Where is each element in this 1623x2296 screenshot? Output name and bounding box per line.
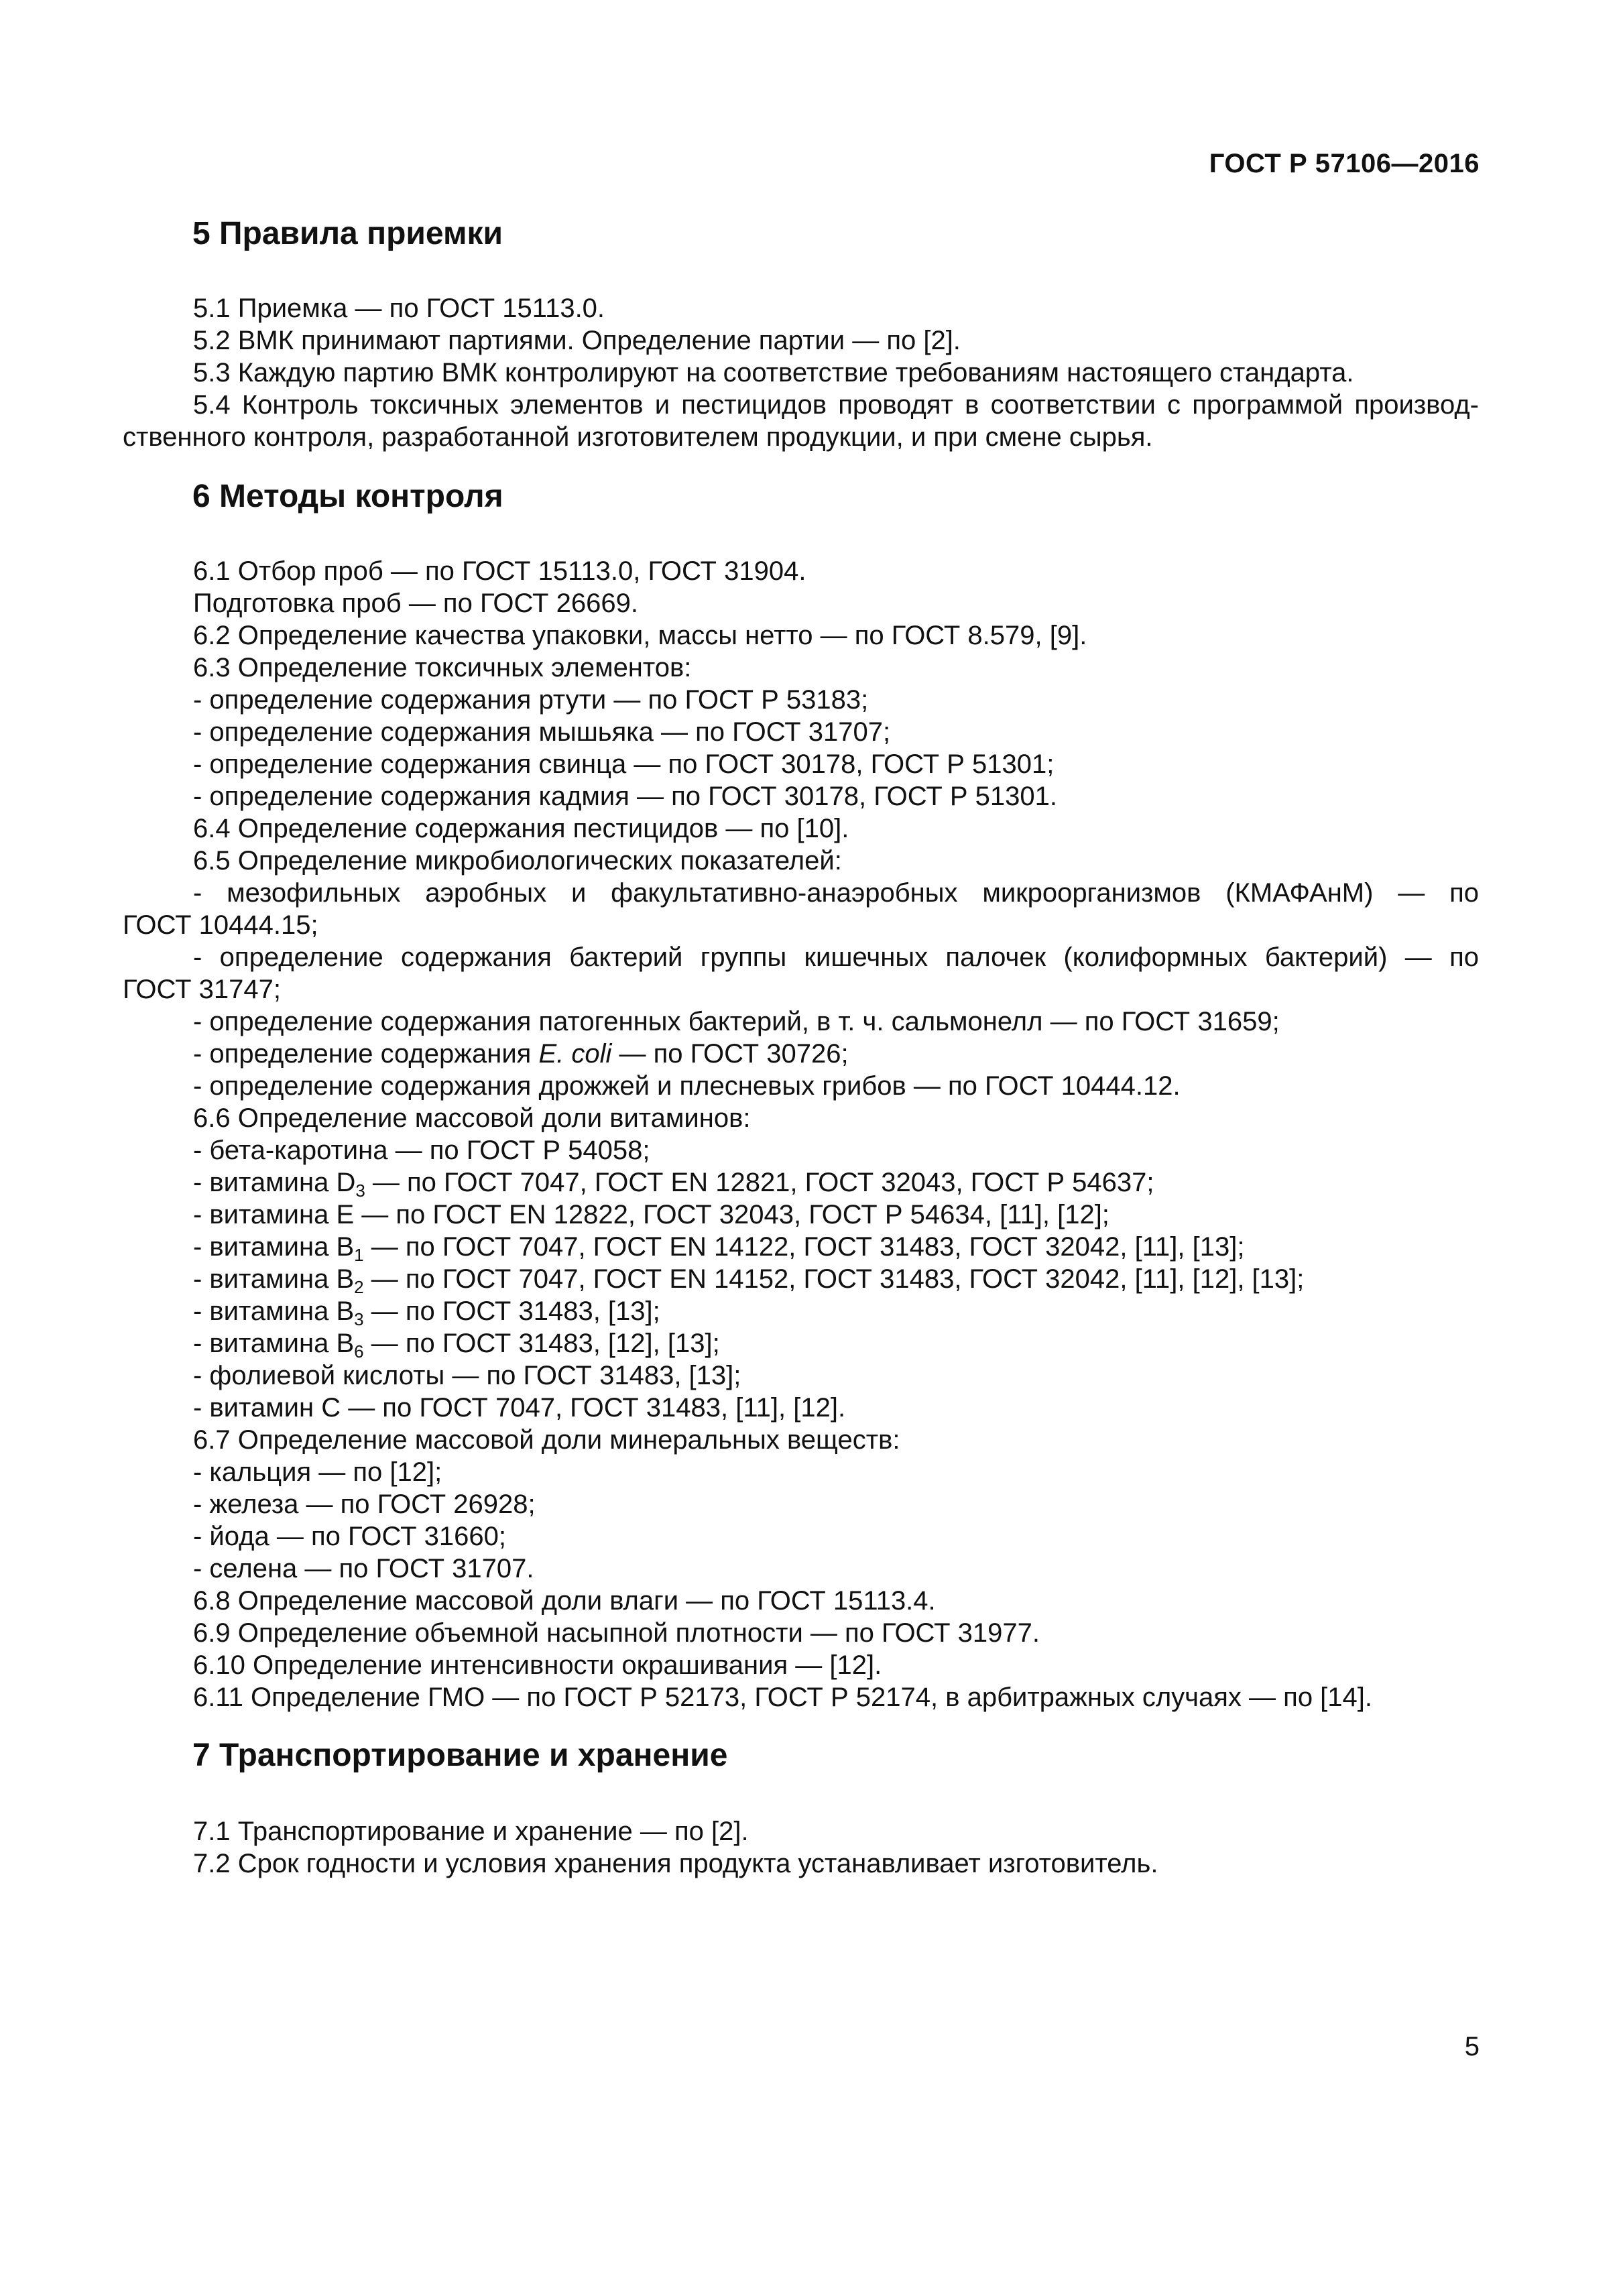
paragraph-line: 5.3 Каждую партию ВМК контролируют на соответствие требованиям настоящего стандарта. <box>193 358 1354 387</box>
paragraph-line: - кальция — по [12]; <box>193 1457 442 1487</box>
paragraph-line: - железа — по ГОСТ 26928; <box>193 1490 536 1519</box>
vitamin-b1-line: - витамина $В_1$ — по ГОСТ 7047, ГОСТ EN 14122, ГОСТ 31483, ГОСТ 32042, [11], [13]; <box>193 1232 1245 1263</box>
vitamin-b3-line: - витамина $В_3$ — по ГОСТ 31483, [13]; <box>193 1296 660 1327</box>
paragraph-line: - йода — по ГОСТ 31660; <box>193 1522 506 1551</box>
document-code: ГОСТ Р 57106—2016 <box>1209 149 1480 178</box>
paragraph-line: - фолиевой кислоты — по ГОСТ 31483, [13]; <box>193 1361 741 1390</box>
section-6-heading: 6 Методы контроля <box>192 479 503 514</box>
paragraph-line: - бета-каротина — по ГОСТ Р 54058; <box>193 1136 650 1165</box>
paragraph-line: - определение содержания бактерий группы кишечных палочек (колиформных бактерий) — по <box>193 943 1479 972</box>
paragraph-line: - определение содержания свинца — по ГОСТ 30178, ГОСТ Р 51301; <box>193 749 1055 779</box>
paragraph-line: 6.2 Определение качества упаковки, массы нетто — по ГОСТ 8.579, [9]. <box>193 621 1087 650</box>
page-body <box>123 210 1479 1880</box>
paragraph-line-ecoli: - определение содержания E. coli — по ГОСТ 30726; <box>193 1039 849 1069</box>
paragraph-line: 5.2 ВМК принимают партиями. Определение партии — по [2]. <box>193 326 961 355</box>
paragraph-line: - мезофильных аэробных и факультативно-анаэробных микроорганизмов (КМАФАнМ) — по <box>193 878 1479 908</box>
vitamin-d3-line: - витамина $D_3$ — по ГОСТ 7047, ГОСТ EN 12821, ГОСТ 32043, ГОСТ Р 54637; <box>193 1168 1154 1199</box>
paragraph-line: 7.1 Транспортирование и хранение — по [2]. <box>193 1817 749 1846</box>
section-5-text <box>123 292 1479 453</box>
paragraph-line: 6.10 Определение интенсивности окрашивания — [12]. <box>193 1650 882 1680</box>
section-7-text <box>123 1815 1479 1880</box>
vitamin-e-line: - витамина Е — по ГОСТ EN 12822, ГОСТ 32043, ГОСТ Р 54634, [11], [12]; <box>193 1200 1109 1229</box>
section-6-text <box>123 555 1479 1713</box>
paragraph-line: 6.11 Определение ГМО — по ГОСТ Р 52173, ГОСТ Р 52174, в арбитражных случаях — по [14]. <box>193 1683 1373 1712</box>
paragraph-line: - селена — по ГОСТ 31707. <box>193 1554 534 1583</box>
page-number: 5 <box>1464 2032 1480 2061</box>
organism-name: E. coli <box>538 1039 612 1069</box>
paragraph-line: 7.2 Срок годности и условия хранения продукта устанавливает изготовитель. <box>193 1849 1158 1878</box>
paragraph-line: - определение содержания патогенных бактерий, в т. ч. сальмонелл — по ГОСТ 31659; <box>193 1007 1280 1036</box>
paragraph-line: ГОСТ 31747; <box>123 975 281 1004</box>
paragraph-line: - витамин С — по ГОСТ 7047, ГОСТ 31483, [11], [12]. <box>193 1393 846 1423</box>
paragraph-line: 6.6 Определение массовой доли витаминов: <box>193 1103 751 1133</box>
paragraph-line: 6.8 Определение массовой доли влаги — по ГОСТ 15113.4. <box>193 1586 936 1616</box>
vitamin-b6-line: - витамина $В_6$ — по ГОСТ 31483, [12], [13]; <box>193 1329 720 1360</box>
paragraph-line: - определение содержания мышьяка — по ГОСТ 31707; <box>193 717 891 747</box>
paragraph-line: 5.1 Приемка — по ГОСТ 15113.0. <box>193 294 605 323</box>
paragraph-line: 6.5 Определение микробиологических показателей: <box>193 846 842 875</box>
paragraph-line: 5.4 Контроль токсичных элементов и пестицидов проводят в соответствии с программой производ- <box>193 390 1479 420</box>
paragraph-line: 6.9 Определение объемной насыпной плотности — по ГОСТ 31977. <box>193 1618 1040 1648</box>
paragraph-line: 6.3 Определение токсичных элементов: <box>193 653 692 682</box>
paragraph-line: - определение содержания кадмия — по ГОСТ 30178, ГОСТ Р 51301. <box>193 782 1058 811</box>
paragraph-line: Подготовка проб — по ГОСТ 26669. <box>193 589 638 618</box>
paragraph-line: ственного контроля, разработанной изготовителем продукции, и при смене сырья. <box>123 422 1153 452</box>
paragraph-line: ГОСТ 10444.15; <box>123 910 318 940</box>
paragraph-line: - определение содержания ртути — по ГОСТ Р 53183; <box>193 685 869 715</box>
section-7-heading: 7 Транспортирование и хранение <box>192 1738 728 1773</box>
vitamin-b2-line: - витамина $В_2$ — по ГОСТ 7047, ГОСТ EN 14152, ГОСТ 31483, ГОСТ 32042, [11], [12], [13]; <box>193 1264 1305 1295</box>
paragraph-line: 6.7 Определение массовой доли минеральных веществ: <box>193 1425 900 1455</box>
section-5-heading: 5 Правила приемки <box>192 216 503 251</box>
paragraph-line: 6.4 Определение содержания пестицидов — по [10]. <box>193 814 849 843</box>
paragraph-line: - определение содержания дрожжей и плесневых грибов — по ГОСТ 10444.12. <box>193 1071 1181 1101</box>
paragraph-line: 6.1 Отбор проб — по ГОСТ 15113.0, ГОСТ 31904. <box>193 556 806 586</box>
